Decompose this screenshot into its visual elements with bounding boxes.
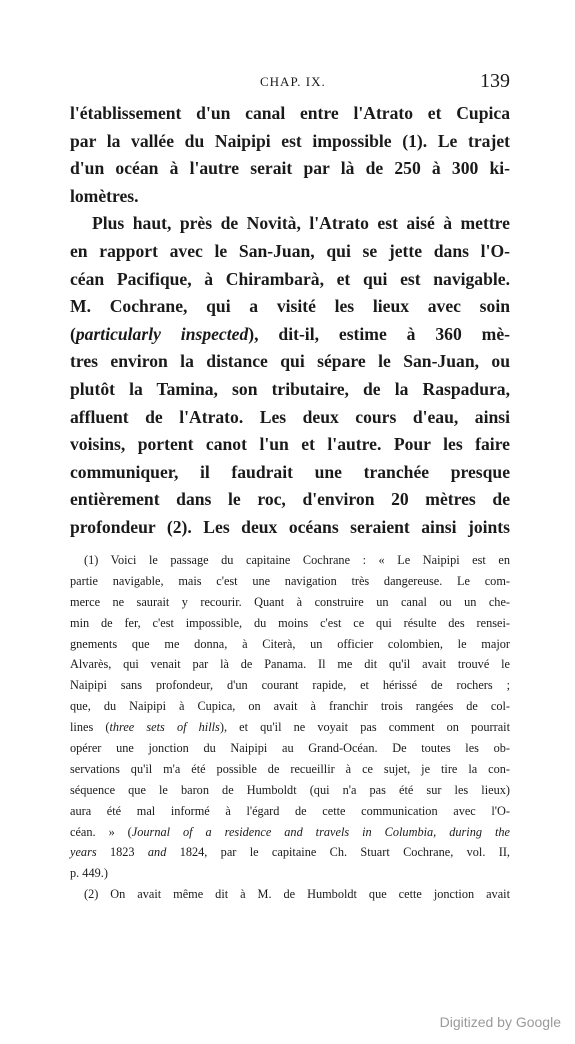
footnote-line: servations qu'il m'a été possible de recueillir à ce sujet, je tire la con- bbox=[70, 761, 510, 776]
footnote-line: merce ne saurait y recourir. Quant à construire un canal ou un che- bbox=[70, 594, 510, 609]
text-line: l'établissement d'un canal entre l'Atrato et Cupica bbox=[70, 103, 510, 123]
fn-text: céan. » ( bbox=[70, 824, 132, 839]
footnote-line: Alvarès, qui venait par là de Panama. Il me dit qu'il avait trouvé le bbox=[70, 657, 510, 672]
footnote-line: gnements que me donna, à Citerà, un officier colombien, le major bbox=[70, 636, 510, 651]
footnotes bbox=[70, 550, 510, 905]
fn-italic: three sets of hills bbox=[109, 720, 220, 735]
text-line: céan Pacifique, à Chirambarà, et qui est navigable. bbox=[70, 268, 510, 289]
footnote-line-italic bbox=[70, 842, 510, 863]
footnote-line: p. 449.) bbox=[70, 866, 108, 881]
paren-open: ( bbox=[70, 323, 76, 344]
text-line: plutôt la Tamina, son tributaire, de la Raspadura, bbox=[70, 378, 510, 399]
footnote-line: partie navigable, mais c'est une navigation très dangereuse. Le com- bbox=[70, 573, 510, 588]
footnote-line: (2) On avait même dit à M. de Humboldt que cette jonction avait bbox=[84, 887, 510, 902]
footnote-line: que, du Naipipi à Cupica, on avait à franchir trois rangées de col- bbox=[70, 699, 510, 714]
phrase-rest: ), dit-il, estime à 360 mè- bbox=[248, 323, 510, 344]
footnote-line-italic bbox=[70, 822, 510, 843]
fn-text: 1824, par le capitaine Ch. Stuart Cochrane, vol. II, bbox=[166, 845, 510, 860]
text-line: en rapport avec le San-Juan, qui se jette dans l'O- bbox=[70, 240, 510, 261]
text-line: lomètres. bbox=[70, 185, 139, 206]
text-line-italic-phrase bbox=[70, 321, 510, 349]
footnote-line: (1) Voici le passage du capitaine Cochrane : « Le Naipipi est en bbox=[84, 553, 510, 567]
page-number: 139 bbox=[480, 70, 510, 92]
footnote-line: séquence que le baron de Humboldt (qui n'a pas été sur les lieux) bbox=[70, 782, 510, 797]
footnote-line-italic bbox=[70, 717, 510, 738]
watermark: Digitized by Google bbox=[439, 1014, 561, 1030]
fn-text: ), et qu'il ne voyait pas comment on pourrait bbox=[219, 720, 510, 735]
running-title: CHAP. IX. bbox=[260, 74, 326, 89]
text-line: d'un océan à l'autre serait par là de 250 à 300 ki- bbox=[70, 158, 510, 179]
fn-italic: years bbox=[70, 845, 97, 860]
text-line: profondeur (2). Les deux océans seraient ainsi joints bbox=[70, 516, 510, 537]
text-line: Plus haut, près de Novità, l'Atrato est aisé à mettre bbox=[92, 213, 510, 234]
text-line: affluent de l'Atrato. Les deux cours d'eau, ainsi bbox=[70, 406, 510, 427]
main-text bbox=[70, 100, 510, 542]
fn-italic: and bbox=[147, 845, 167, 860]
italic-phrase: particularly inspected bbox=[75, 323, 249, 344]
fn-text: 1823 bbox=[96, 845, 148, 860]
fn-italic: Journal of a residence and travels in Columbia, during the bbox=[131, 824, 510, 839]
footnote-line: Naipipi sans profondeur, d'un courant rapide, et hérissé de rochers ; bbox=[70, 678, 510, 693]
footnote-line: opérer une jonction du Naipipi au Grand-Océan. De toutes les ob- bbox=[70, 741, 510, 756]
text-line: M. Cochrane, qui a visité les lieux avec soin bbox=[70, 296, 510, 317]
text-line: voisins, portent canot l'un et l'autre. Pour les faire bbox=[70, 434, 510, 455]
text-line: tres environ la distance qui sépare le San-Juan, ou bbox=[70, 351, 510, 372]
text-line: par la vallée du Naipipi est impossible (1). Le trajet bbox=[70, 130, 510, 151]
text-line: entièrement dans le roc, d'environ 20 mètres de bbox=[70, 489, 510, 510]
text-line: communiquer, il faudrait une tranchée presque bbox=[70, 461, 510, 482]
page-header bbox=[70, 70, 510, 94]
footnote-line: aura été mal informé à l'égard de cette communication avec l'O- bbox=[70, 803, 510, 818]
footnote-line: min de fer, c'est impossible, du moins c'est ce qui résulte des rensei- bbox=[70, 615, 510, 630]
fn-text: lines ( bbox=[70, 720, 110, 735]
